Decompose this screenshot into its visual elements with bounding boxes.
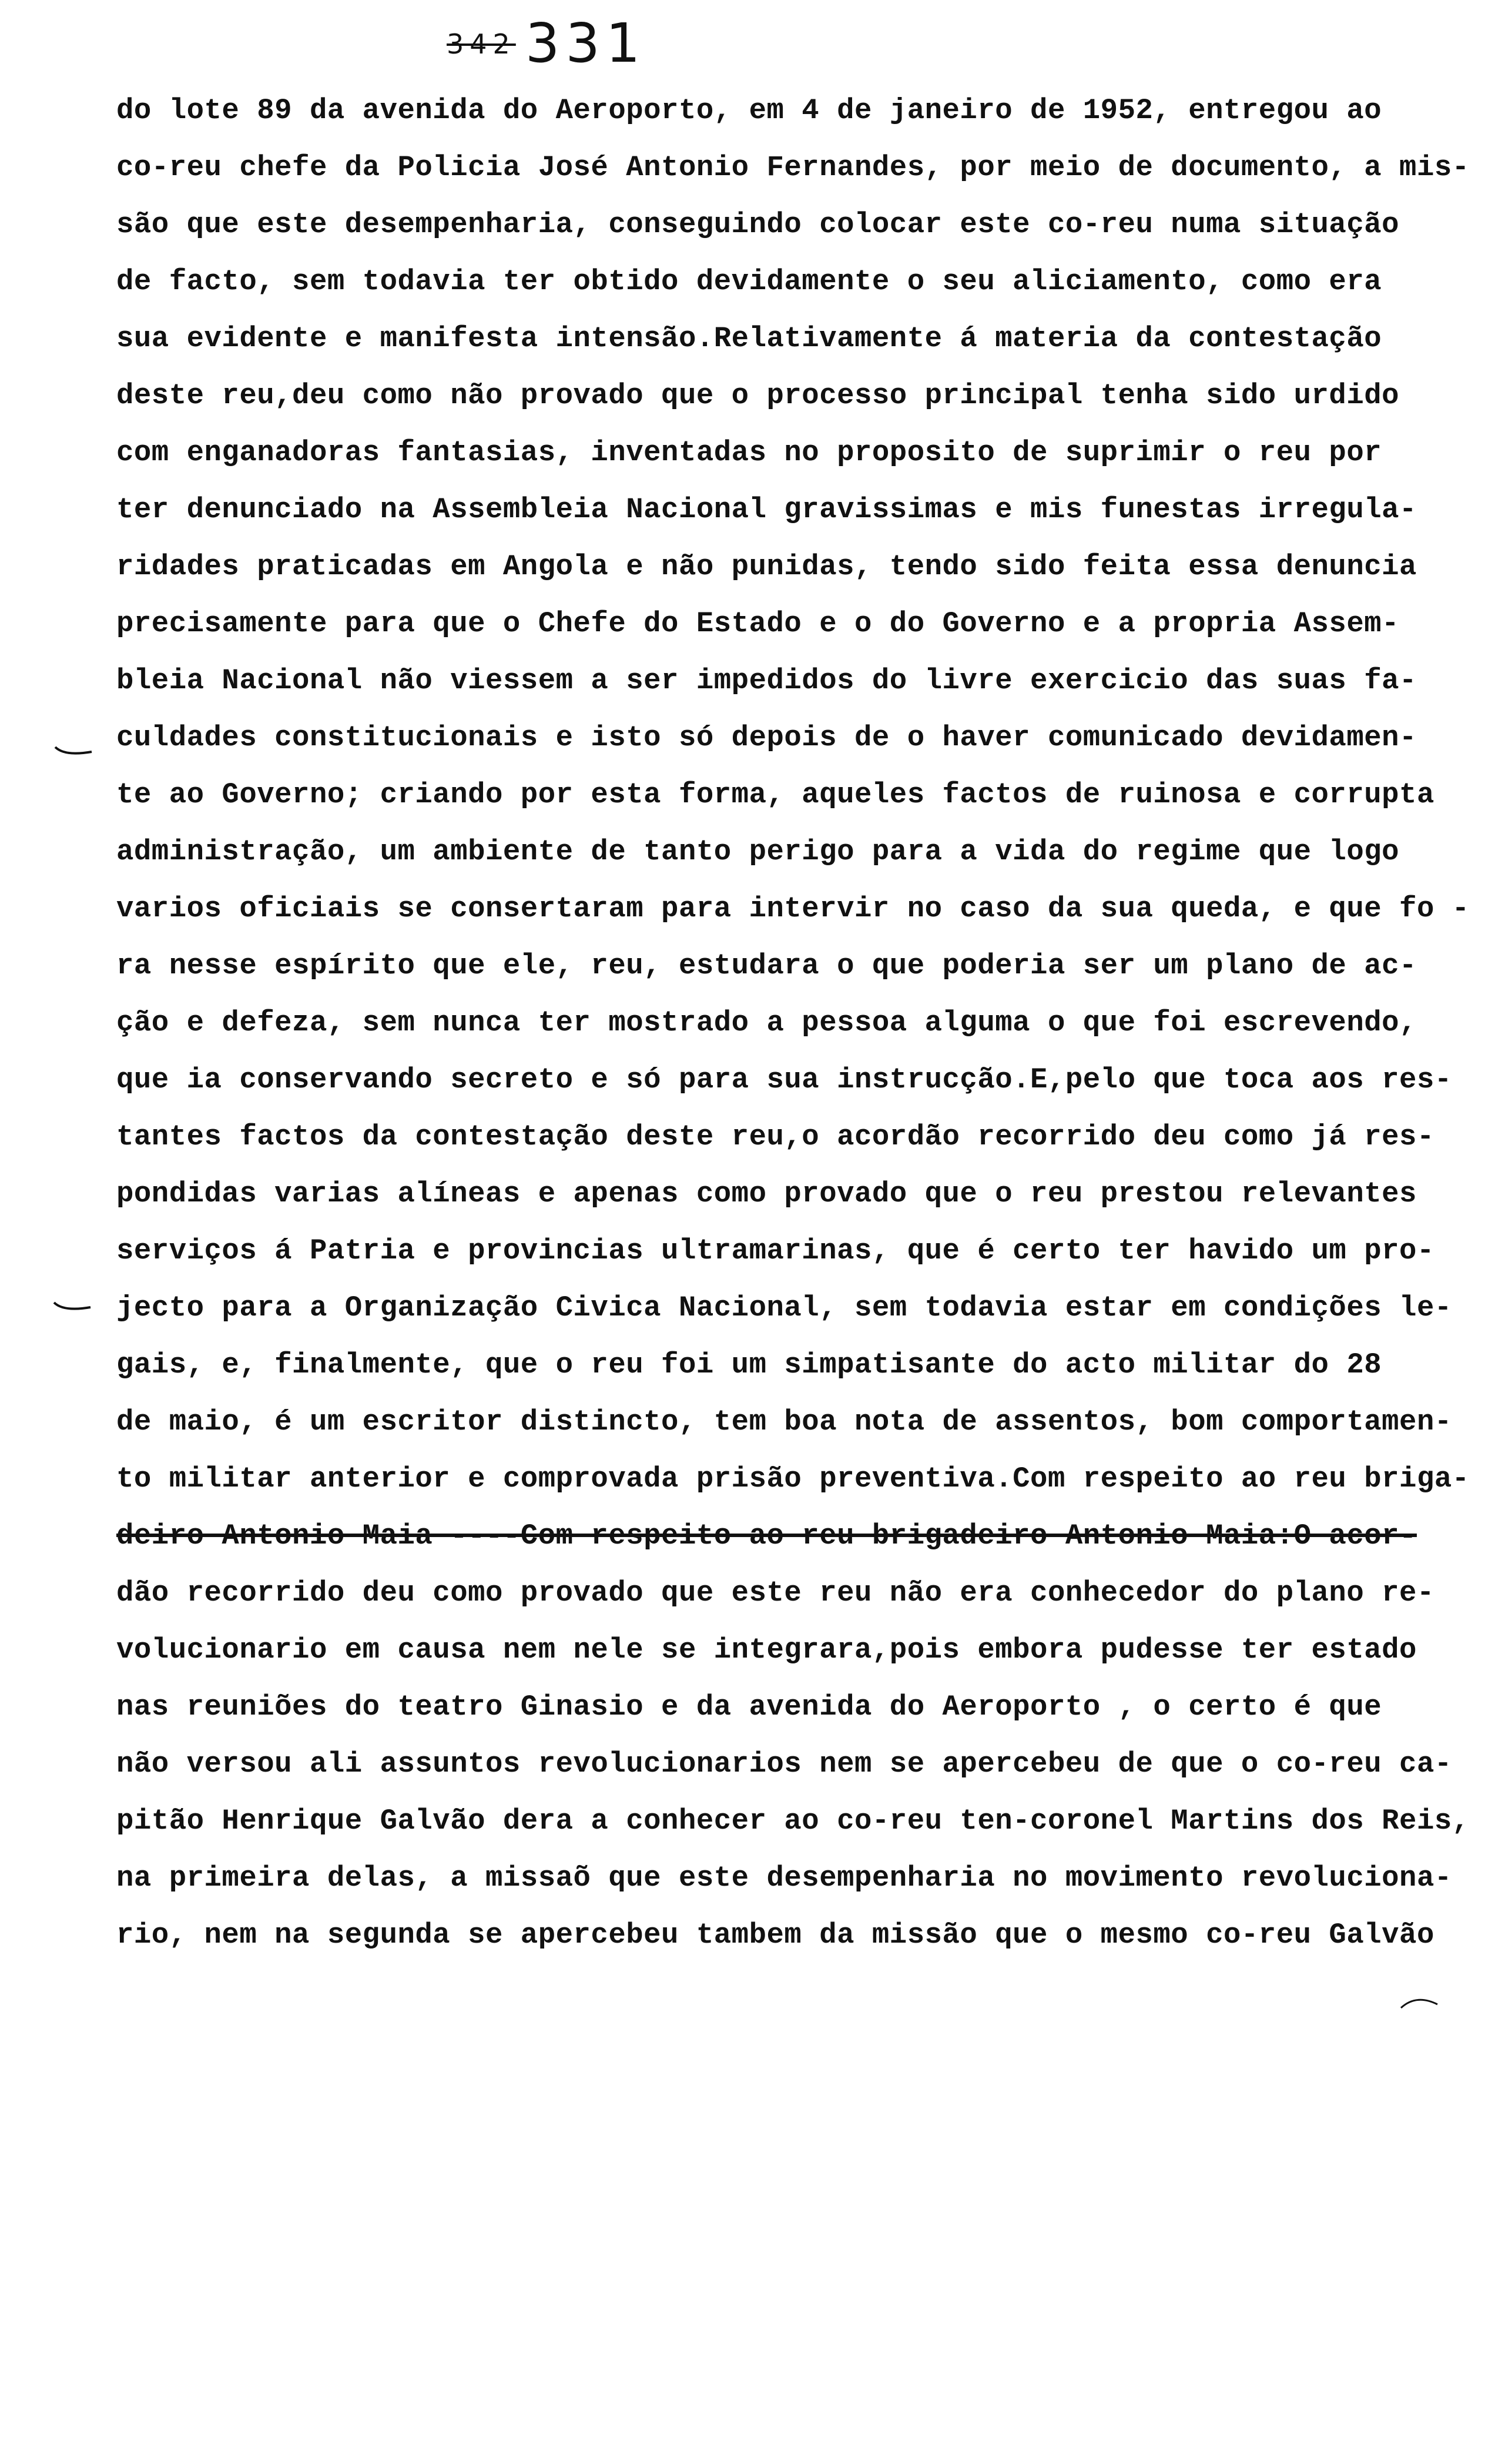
- folio-struck-number: 342: [447, 28, 516, 60]
- text-line: serviços á Patria e provincias ultramarinas, que é certo ter havido um pro-: [116, 1234, 1434, 1267]
- text-line: ra nesse espírito que ele, reu, estudara o que poderia ser um plano de ac-: [116, 949, 1417, 982]
- folio-current-number: 331: [525, 12, 646, 75]
- text-line: com enganadoras fantasias, inventadas no proposito de suprimir o reu por: [116, 436, 1382, 469]
- text-line: do lote 89 da avenida do Aeroporto, em 4 de janeiro de 1952, entregou ao: [116, 94, 1382, 127]
- text-line: culdades constitucionais e isto só depois de o haver comunicado devidamen-: [116, 721, 1417, 754]
- text-line: ridades praticadas em Angola e não punidas, tendo sido feita essa denuncia: [116, 550, 1417, 583]
- text-line: varios oficiais se consertaram para intervir no caso da sua queda, e que fo -: [116, 892, 1470, 925]
- text-line: de maio, é um escritor distincto, tem boa nota de assentos, bom comportamen-: [116, 1405, 1452, 1438]
- text-line: deste reu,deu como não provado que o processo principal tenha sido urdido: [116, 379, 1400, 412]
- text-line: pondidas varias alíneas e apenas como provado que o reu prestou relevantes: [116, 1177, 1417, 1210]
- text-line: te ao Governo; criando por esta forma, aqueles factos de ruinosa e corrupta: [116, 778, 1434, 811]
- text-line: na primeira delas, a missaõ que este desempenharia no movimento revoluciona-: [116, 1862, 1452, 1894]
- text-line: bleia Nacional não viessem a ser impedidos do livre exercicio das suas fa-: [116, 664, 1417, 697]
- folio-number: [447, 12, 646, 75]
- margin-paragraph-mark: [53, 744, 94, 761]
- text-line: pitão Henrique Galvão dera a conhecer ao co-reu ten-coronel Martins dos Reis,: [116, 1805, 1470, 1837]
- text-line: dão recorrido deu como provado que este reu não era conhecedor do plano re-: [116, 1576, 1434, 1609]
- text-line: volucionario em causa nem nele se integrara,pois embora pudesse ter estado: [116, 1633, 1417, 1666]
- text-line: rio, nem na segunda se apercebeu tambem da missão que o mesmo co-reu Galvão: [116, 1919, 1434, 1951]
- text-line: não versou ali assuntos revolucionarios nem se apercebeu de que o co-reu ca-: [116, 1747, 1452, 1780]
- text-line: tantes factos da contestação deste reu,o acordão recorrido deu como já res-: [116, 1120, 1434, 1153]
- text-line: jecto para a Organização Civica Nacional, sem todavia estar em condições le-: [116, 1291, 1452, 1324]
- text-line: to militar anterior e comprovada prisão preventiva.Com respeito ao reu briga-: [116, 1462, 1470, 1495]
- text-line: que ia conservando secreto e só para sua instrucção.E,pelo que toca aos res-: [116, 1063, 1452, 1096]
- text-line: precisamente para que o Chefe do Estado e o do Governo e a propria Assem-: [116, 607, 1400, 640]
- text-line-struck: deiro Antonio Maia ----Com respeito ao reu brigadeiro Antonio Maia:O acor-: [116, 1519, 1417, 1552]
- margin-corner-mark: [1399, 1993, 1440, 2010]
- margin-paragraph-mark: [52, 1299, 93, 1317]
- text-line: de facto, sem todavia ter obtido devidamente o seu aliciamento, como era: [116, 265, 1382, 298]
- text-line: sua evidente e manifesta intensão.Relativamente á materia da contestação: [116, 322, 1382, 355]
- text-line: gais, e, finalmente, que o reu foi um simpatisante do acto militar do 28: [116, 1348, 1382, 1381]
- text-line: administração, um ambiente de tanto perigo para a vida do regime que logo: [116, 835, 1400, 868]
- document-body: [116, 82, 1470, 1964]
- text-line: ção e defeza, sem nunca ter mostrado a pessoa alguma o que foi escrevendo,: [116, 1006, 1417, 1039]
- text-line: nas reuniões do teatro Ginasio e da avenida do Aeroporto , o certo é que: [116, 1690, 1382, 1723]
- text-line: são que este desempenharia, conseguindo colocar este co-reu numa situação: [116, 208, 1400, 241]
- text-line: co-reu chefe da Policia José Antonio Fernandes, por meio de documento, a mis-: [116, 151, 1470, 184]
- text-line: ter denunciado na Assembleia Nacional gravissimas e mis funestas irregula-: [116, 493, 1417, 526]
